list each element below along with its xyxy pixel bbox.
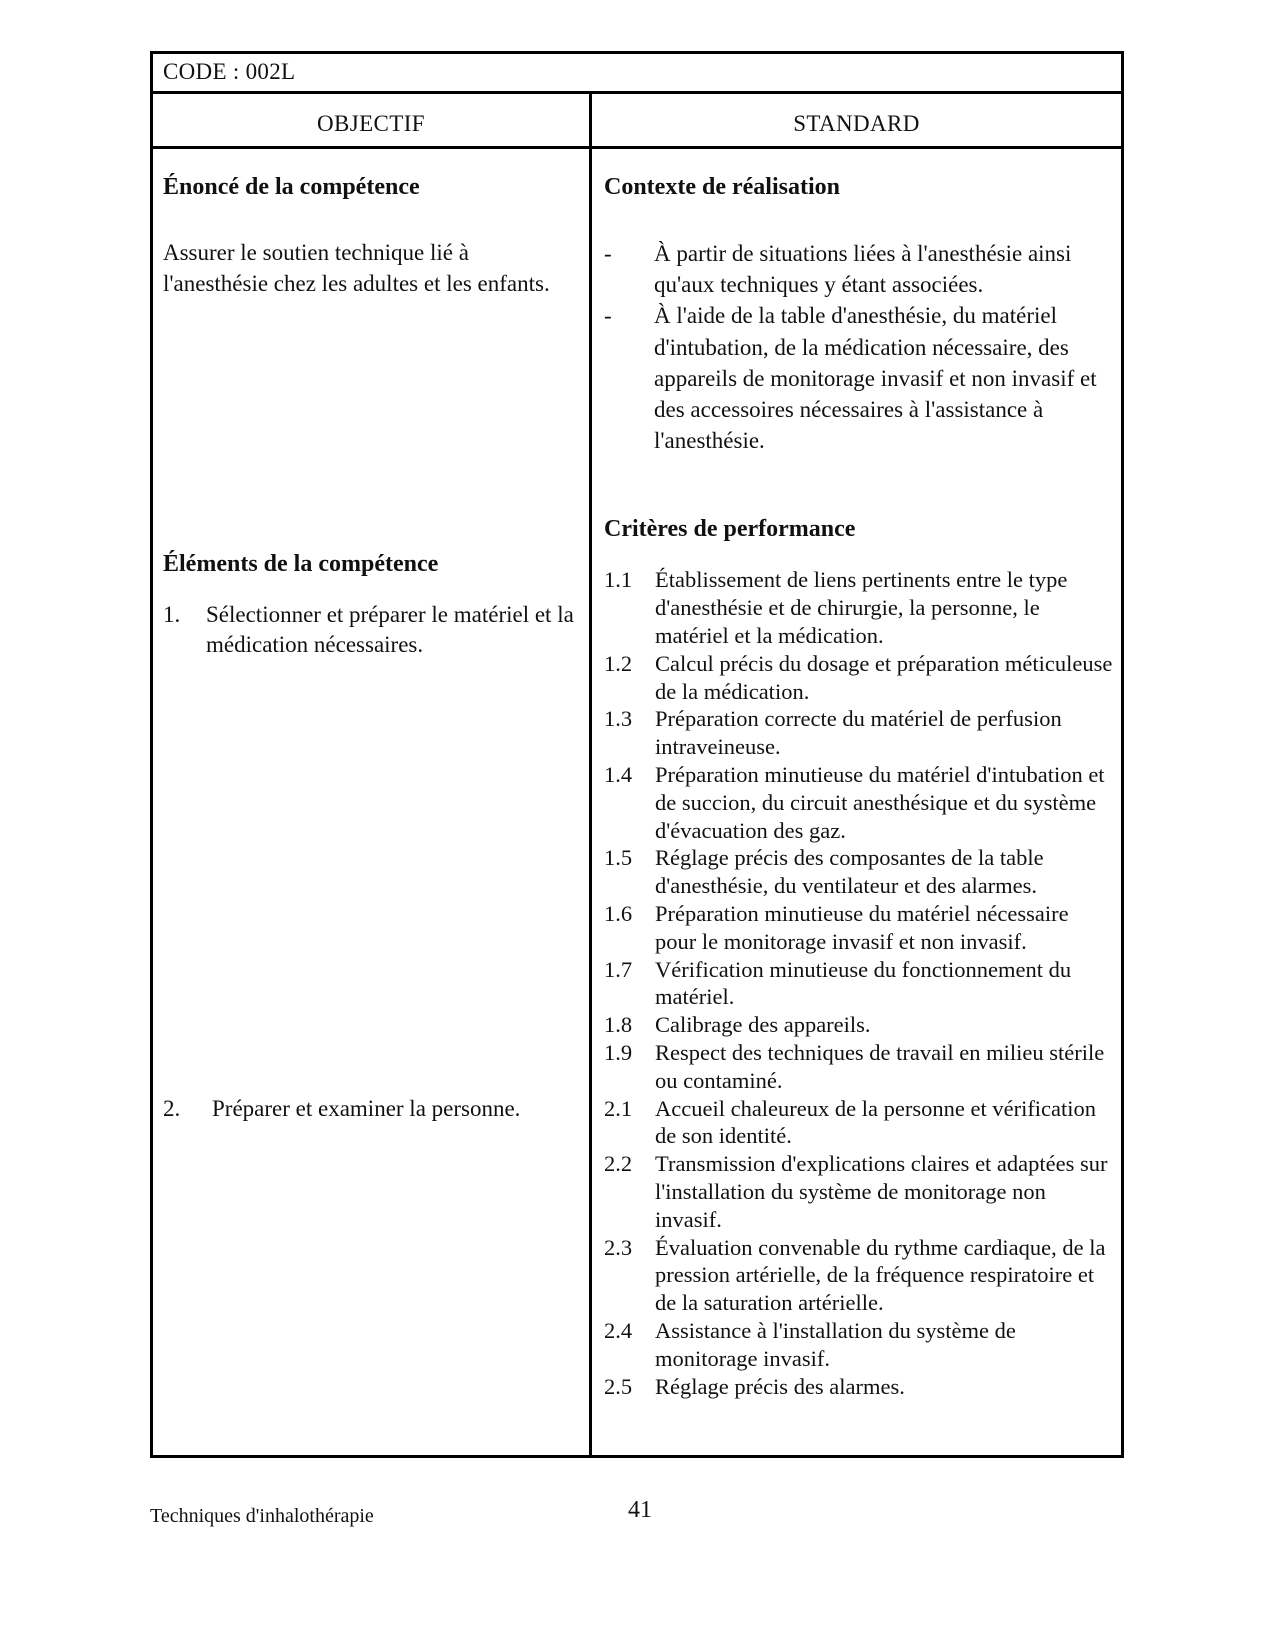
critere-number: 1.3 — [604, 706, 633, 732]
critere-item — [604, 1317, 1114, 1373]
header-row — [153, 94, 1121, 149]
element-item — [163, 1094, 578, 1124]
element-number: 2. — [163, 1096, 181, 1121]
competency-table — [150, 51, 1124, 1458]
enonce-title: Énoncé de la compétence — [163, 174, 420, 200]
header-standard: STANDARD — [793, 111, 920, 136]
element-number: 1. — [163, 602, 181, 627]
critere-number: 2.5 — [604, 1373, 633, 1399]
critere-text: Établissement de liens pertinents entre le type d'anesthésie et de chirurgie, la personne, le matériel et la médication. — [655, 567, 1068, 649]
critere-number: 1.4 — [604, 762, 633, 787]
critere-number: 1.9 — [604, 1039, 633, 1065]
header-objectif: OBJECTIF — [317, 111, 425, 136]
critere-number: 2.1 — [604, 1095, 633, 1121]
critere-number: 1.1 — [604, 567, 633, 593]
critere-item — [604, 761, 1114, 844]
critere-item — [604, 705, 1114, 761]
footer-title: Techniques d'inhalothérapie — [150, 1505, 374, 1527]
critere-text: Respect des techniques de travail en milieu stérile ou contaminé. — [655, 1039, 1105, 1093]
elements-title: Éléments de la compétence — [163, 551, 439, 577]
critere-text: Transmission d'explications claires et adaptées sur l'installation du système de monitorage non invasif. — [655, 1151, 1108, 1232]
critere-text: Accueil chaleureux de la personne et vérification de son identité. — [655, 1095, 1097, 1149]
contexte-item — [604, 300, 1114, 456]
critere-number: 2.3 — [604, 1234, 633, 1260]
critere-item — [604, 1011, 1114, 1039]
critere-item — [604, 1039, 1114, 1095]
objectif-column — [163, 149, 578, 1124]
contexte-title: Contexte de réalisation — [604, 174, 840, 200]
critere-item — [604, 900, 1114, 956]
critere-number: 2.2 — [604, 1151, 633, 1177]
dash-marker: - — [604, 241, 612, 266]
critere-item — [604, 844, 1114, 900]
page-number: 41 — [628, 1497, 652, 1523]
critere-text: Vérification minutieuse du fonctionnement du matériel. — [655, 956, 1072, 1010]
critere-item — [604, 1150, 1114, 1233]
critere-item — [604, 566, 1114, 649]
element-text: Sélectionner et préparer le matériel et la médication nécessaires. — [206, 602, 574, 657]
critere-text: Réglage précis des composantes de la table d'anesthésie, du ventilateur et des alarmes. — [655, 845, 1044, 899]
critere-text: Préparation correcte du matériel de perfusion intraveineuse. — [655, 706, 1062, 760]
critere-text: Calcul précis du dosage et préparation méticuleuse de la médication. — [655, 650, 1113, 704]
critere-item — [604, 1234, 1114, 1317]
dash-marker: - — [604, 303, 612, 329]
column-divider — [589, 94, 592, 1455]
critere-text: Assistance à l'installation du système de monitorage invasif. — [655, 1317, 1016, 1371]
contexte-text: À partir de situations liées à l'anesthésie ainsi qu'aux techniques y étant associées. — [654, 241, 1072, 298]
critere-number: 1.6 — [604, 900, 633, 926]
enonce-text: Assurer le soutien technique lié à l'anesthésie chez les adultes et les enfants. — [163, 240, 550, 296]
critere-text: Évaluation convenable du rythme cardiaque, de la pression artérielle, de la fréquence respiratoire et de la saturation artérielle. — [655, 1234, 1106, 1316]
critere-number: 1.2 — [604, 650, 633, 676]
critere-number: 1.5 — [604, 845, 633, 871]
critere-text: Préparation minutieuse du matériel d'intubation et de succion, du circuit anesthésique et du système d'évacuation des gaz. — [655, 762, 1105, 843]
critere-number: 1.8 — [604, 1012, 633, 1038]
criteres-title: Critères de performance — [604, 516, 856, 543]
element-text: Préparer et examiner la personne. — [212, 1096, 521, 1121]
critere-item — [604, 650, 1114, 706]
contexte-text: À l'aide de la table d'anesthésie, du matériel d'intubation, de la médication nécessaire, des appareils de monitorage invasif et non invasif et des accessoires nécessaires à l'assistance à l'anesthésie. — [654, 303, 1097, 454]
critere-item — [604, 1373, 1114, 1401]
critere-number: 1.7 — [604, 956, 633, 982]
element-item — [163, 600, 578, 660]
criteres-list — [604, 566, 1114, 1400]
critere-item — [604, 1095, 1114, 1151]
critere-number: 2.4 — [604, 1317, 633, 1343]
critere-text: Préparation minutieuse du matériel nécessaire pour le monitorage invasif et non invasif. — [655, 900, 1069, 954]
contexte-item — [604, 238, 1114, 300]
critere-item — [604, 956, 1114, 1012]
critere-text: Calibrage des appareils. — [655, 1012, 871, 1038]
code-label: CODE : 002L — [153, 54, 1121, 94]
standard-column — [604, 149, 1114, 1400]
critere-text: Réglage précis des alarmes. — [655, 1373, 905, 1399]
